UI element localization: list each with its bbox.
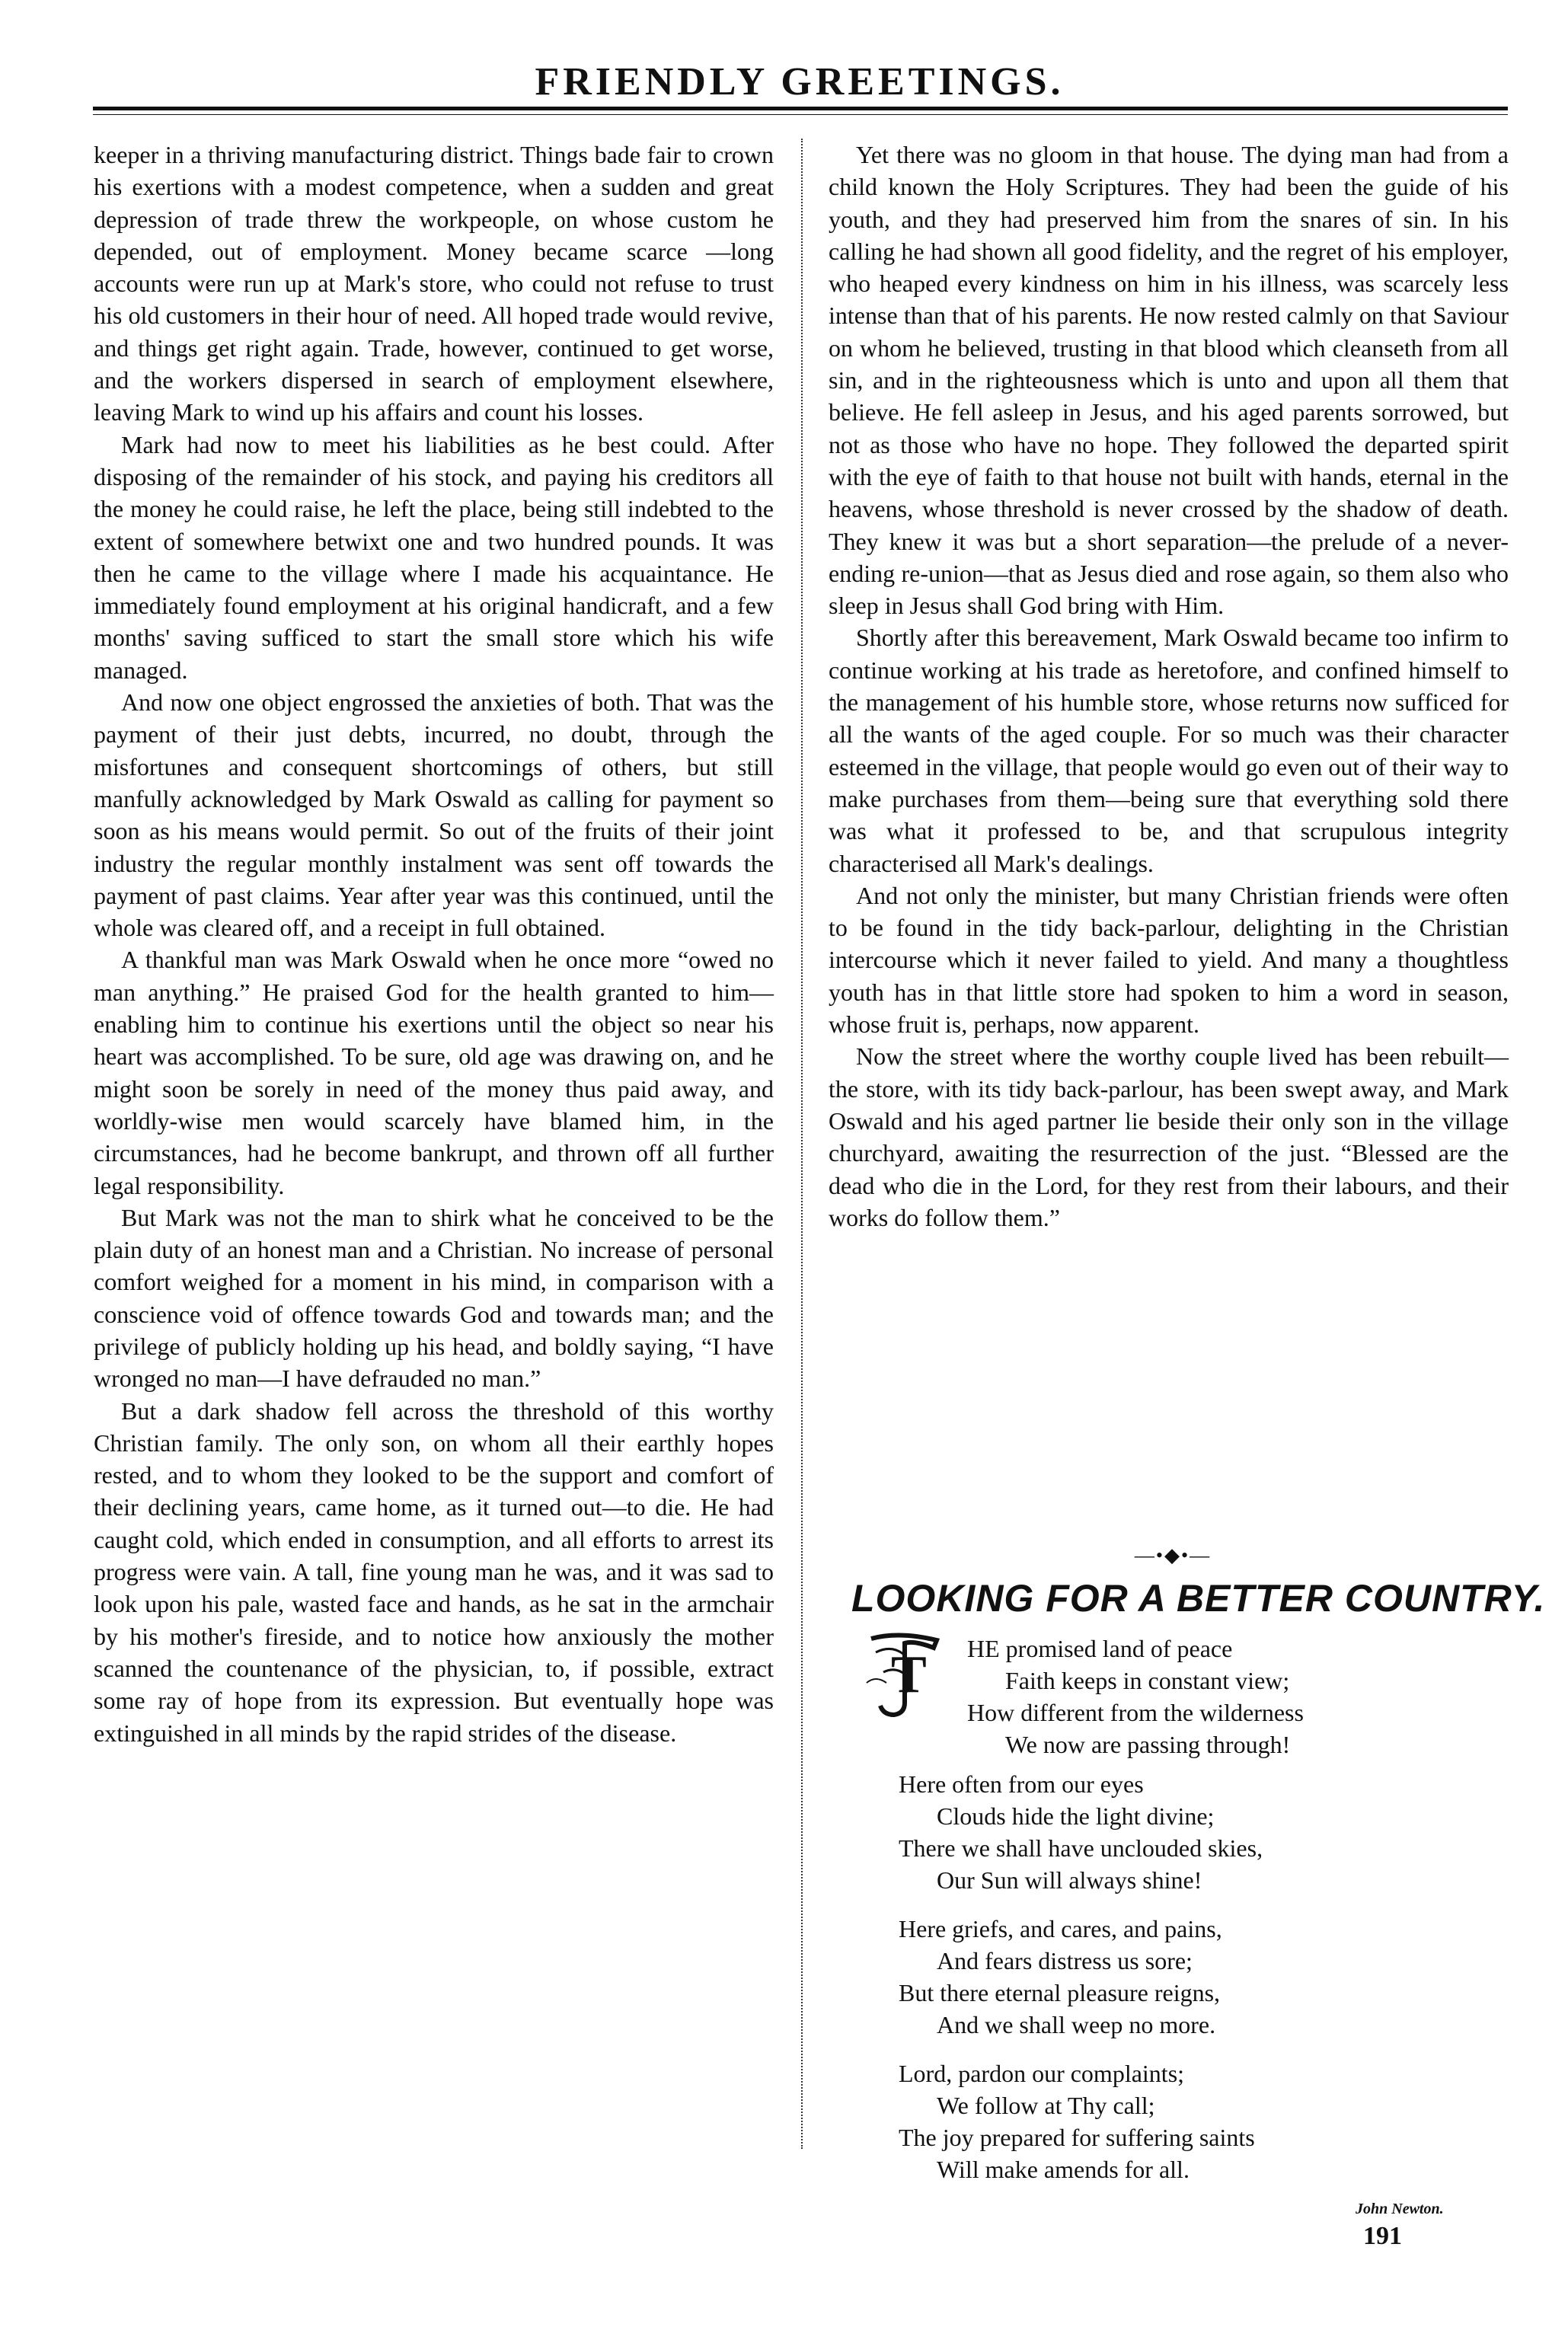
paragraph: But Mark was not the man to shirk what he conceived to be the plain duty of an honest man and a Christian. No increase of personal comfort weighed for a moment in his mind, in comparison with a conscience void of offence towards God and towards man; and the privilege of publicly holding up his head, and boldly saying, “I have wronged no man—I have defrauded no man.” — [94, 1203, 774, 1393]
poem-line: Faith keeps in constant view; — [1005, 1667, 1290, 1694]
paragraph: Mark had now to meet his liabilities as he best could. After disposing of the remainder of his stock, and paying his creditors all the money he could raise, he left the place, being still indebted to the extent of somewhere betwixt one and two hundred pounds. It was then he came to the village where I made his acquaintance. He immediately found employment at his original handicraft, and a few months' saving sufficed to start the small store which his wife managed. — [94, 430, 774, 684]
poem-line: And we shall weep no more. — [937, 2011, 1216, 2038]
paragraph: And now one object engrossed the anxieties of both. That was the payment of their just debts, incurred, no doubt, through the misfortunes and consequent shortcomings of others, but still manfully acknowledged by Mark Oswald as calling for payment so soon as his means would permit. So out of the fruits of their joint industry the regular monthly instalment was sent off towards the payment of past claims. Year after year was this continued, until the whole was cleared off, and a receipt in full obtained. — [94, 688, 774, 942]
poem-line: But there eternal pleasure reigns, — [899, 1979, 1221, 2006]
paragraph: But a dark shadow fell across the threshold of this worthy Christian family. The only son, on whom all their earthly hopes rested, and to whom they looked to be the support and comfort of their declining years, came home, as it turned out—to die. He had caught cold, which ended in consumption, and all efforts to arrest its progress were vain. A tall, fine young man he was, and it was sad to look upon his pale, wasted face and hands, as he sat in the armchair by his mother's fireside, and to notice how anxiously the mother scanned the countenance of the physician, to, if possible, extract some ray of hope from its expression. But eventually hope was extinguished in all minds by the rapid strides of the disease. — [94, 1397, 774, 1747]
poem-line: Here often from our eyes — [899, 1770, 1144, 1798]
header-rule — [93, 107, 1508, 110]
paragraph: Now the street where the worthy couple lived has been rebuilt—the store, with its tidy back-parlour, has been swept away, and Mark Oswald and his aged partner lie beside their only son in the village churchyard, awaiting the resurrection of the just. “Blessed are the dead who die in the Lord, for they rest from their labours, and their works do follow them.” — [829, 1042, 1509, 1231]
poem-title: LOOKING FOR A BETTER COUNTRY. — [851, 1577, 1546, 1620]
poem-line: Our Sun will always shine! — [937, 1866, 1202, 1894]
poem-line: The joy prepared for suffering saints — [899, 2124, 1255, 2151]
paragraph: A thankful man was Mark Oswald when he once more “owed no man anything.” He praised God for the health granted to him—enabling him to continue his exertions until the object so near his heart was accomplished. To be sure, old age was drawing on, and he might soon be sorely in need of the money thus paid away, and worldly-wise men would scarcely have blamed him, in the circumstances, had he become bankrupt, and thrown off all further legal responsibility. — [94, 946, 774, 1199]
dropcap-letter: T — [891, 1645, 927, 1704]
poem-line: HE promised land of peace — [967, 1635, 1233, 1662]
poem-line: We follow at Thy call; — [937, 2092, 1155, 2119]
poem-line: Will make amends for all. — [937, 2156, 1190, 2183]
paragraph: keeper in a thriving manufacturing district. Things bade fair to crown his exertions with a modest competence, when a sudden and great depression of trade threw the workpeople, on whose custom he depended, out of employment. Money became scarce —long accounts were run up at Mark's store, who could not refuse to trust his old customers in their hour of need. All hoped trade would revive, and things get right again. Trade, however, continued to get worse, and the workers dispersed in search of employment elsewhere, leaving Mark to wind up his affairs and count his losses. — [94, 141, 774, 426]
poem-stanza — [899, 1768, 1263, 1896]
poem-line: We now are passing through! — [1005, 1731, 1291, 1758]
poem-body — [899, 1768, 1263, 2202]
section-ornament: —•◆•— — [1134, 1544, 1212, 1566]
paragraph: Shortly after this bereavement, Mark Oswald became too infirm to continue working at his trade as heretofore, and confined himself to the management of his humble store, whose returns now sufficed for all the wants of the aged couple. For so much was their character esteemed in the village, that people would go even out of their way to make purchases from them—being sure that everything sold there was what it professed to be, and that scrupulous integrity characterised all Mark's dealings. — [829, 624, 1509, 877]
page-number: 191 — [1363, 2222, 1402, 2250]
poem-stanza — [899, 1913, 1263, 2041]
paragraph: And not only the minister, but many Christian friends were often to be found in the tidy back-parlour, delighting in the Christian intercourse which it never failed to yield. And many a thoughtless youth has in that little store had spoken to him a word in season, whose fruit is, perhaps, now apparent. — [829, 881, 1509, 1039]
left-column — [94, 139, 774, 1749]
poem-stanza — [899, 2057, 1263, 2185]
column-divider — [801, 139, 803, 2149]
poem-author: John Newton. — [1356, 2201, 1444, 2217]
poem-line: Lord, pardon our complaints; — [899, 2060, 1185, 2087]
poem-line: Here griefs, and cares, and pains, — [899, 1915, 1222, 1942]
poem-line: And fears distress us sore; — [937, 1947, 1193, 1974]
header-rule-thin — [93, 114, 1508, 115]
running-header: FRIENDLY GREETINGS. — [535, 60, 1065, 104]
poem-line: How different from the wilderness — [967, 1699, 1304, 1726]
poem-stanza-1 — [899, 1633, 1304, 1777]
paragraph: Yet there was no gloom in that house. The dying man had from a child known the Holy Scriptures. They had been the guide of his youth, and they had preserved him from the snares of sin. In his calling he had shown all good fidelity, and the regret of his employer, who heaped every kindness on him in his illness, was scarcely less intense than that of his parents. He now rested calmly on that Saviour on whom he believed, trusting in that blood which cleanseth from all sin, and in the righteousness which is unto and upon all them that believe. He fell asleep in Jesus, and his aged parents sorrowed, but not as those who have no hope. They followed the departed spirit with the eye of faith to that house not built with hands, eternal in the heavens, whose threshold is never crossed by the shadow of death. They knew it was but a short separation—the prelude of a never-ending re-union—that as Jesus died and rose again, so them also who sleep in Jesus shall God bring with Him. — [829, 141, 1509, 620]
right-column — [829, 139, 1509, 1234]
poem-line: Clouds hide the light divine; — [937, 1802, 1215, 1830]
poem-line: There we shall have unclouded skies, — [899, 1834, 1263, 1862]
